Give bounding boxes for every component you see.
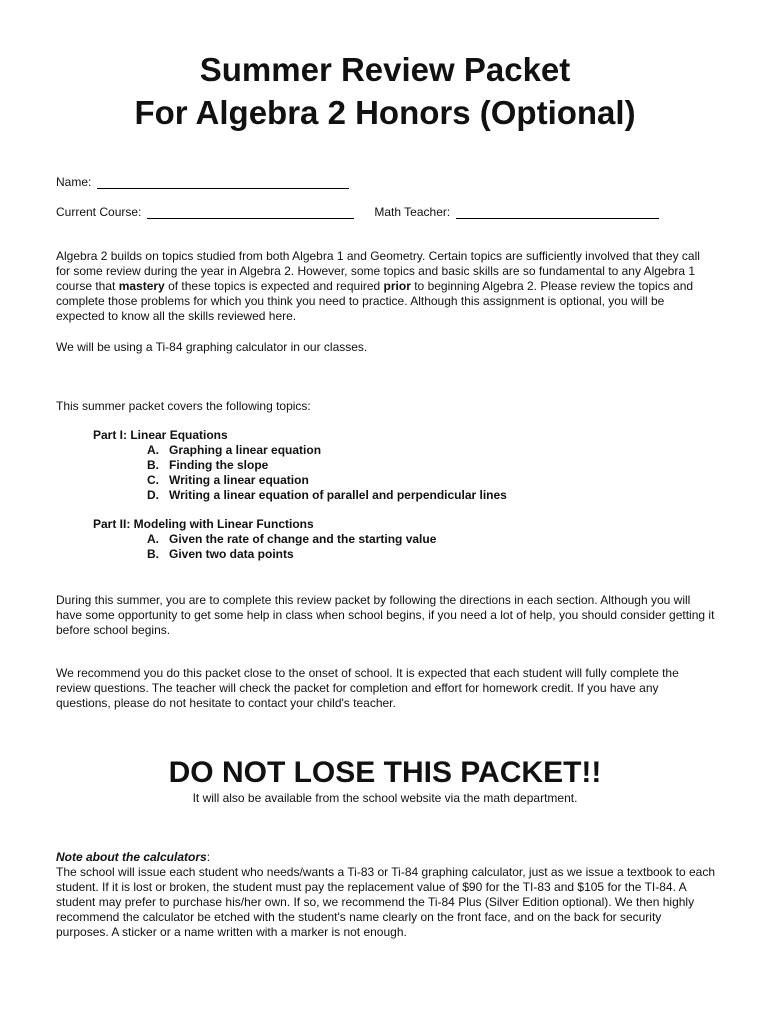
- part1-item: [93, 443, 507, 458]
- intro-text-a: Algebra 2 builds on topics studied from both Algebra 1 and Geometry. Certain topics are sufficiently involved that they call for some review during the year in Algebra 2. However, some topics and basic skills are so fundamental to any Algebra 1 course that: [56, 249, 700, 293]
- part1-item: [93, 488, 507, 503]
- course-field[interactable]: [147, 205, 354, 219]
- summer-paragraph: During this summer, you are to complete this review packet by following the directions in each section. Although you will have some opportunity to get some help in class when school begins, if you need a lot of help, you should consider getting it before school begins.: [56, 593, 715, 637]
- calculator-note-heading: Note about the calculators: [56, 850, 207, 864]
- intro-paragraph: [56, 249, 716, 324]
- page-title: [0, 48, 770, 134]
- title-line-2: For Algebra 2 Honors (Optional): [134, 94, 636, 131]
- item-text: Writing a linear equation: [169, 473, 309, 487]
- name-field-row: [56, 175, 349, 189]
- course-label: Current Course:: [56, 205, 142, 219]
- part1-block: [93, 428, 507, 503]
- course-teacher-row: [56, 205, 659, 219]
- part1-item: [93, 458, 507, 473]
- intro-text-b: of these topics is expected and required: [164, 279, 384, 293]
- topics-intro: This summer packet covers the following topics:: [56, 399, 311, 413]
- warning-subtext: It will also be available from the school website via the math department.: [192, 791, 578, 805]
- calculator-paragraph: We will be using a Ti-84 graphing calculator in our classes.: [56, 340, 368, 354]
- recommend-paragraph: We recommend you do this packet close to the onset of school. It is expected that each student will fully complete the review questions. The teacher will check the packet for completion and effort for homework credit. If you have any questions, please do not hesitate to contact your child's teacher.: [56, 666, 679, 710]
- title-line-1: Summer Review Packet: [199, 51, 571, 88]
- part2-heading: Part II: Modeling with Linear Functions: [93, 517, 314, 531]
- teacher-field[interactable]: [456, 205, 659, 219]
- calculator-note: [56, 850, 716, 940]
- item-letter: B.: [147, 547, 159, 561]
- calculator-note-body: The school will issue each student who needs/wants a Ti-83 or Ti-84 graphing calculator, just as we issue a textbook to each student. If it is lost or broken, the student must pay the replacement value of $90 for the TI-83 and $105 for the TI-84. A student may prefer to purchase his/her own. If so, we recommend the Ti-84 Plus (Silver Edition optional). We then highly recommend the calculator be etched with the student's name clearly on the front face, and on the back for security purposes. A sticker or a name written with a marker is not enough.: [56, 865, 716, 939]
- item-text: Given two data points: [169, 547, 294, 561]
- part2-item: [93, 532, 436, 547]
- part2-item: [93, 547, 436, 562]
- item-text: Writing a linear equation of parallel and perpendicular lines: [169, 488, 507, 502]
- calculator-note-colon: :: [206, 850, 211, 864]
- teacher-label: Math Teacher:: [374, 205, 451, 219]
- part1-item: [93, 473, 507, 488]
- item-text: Graphing a linear equation: [169, 443, 322, 457]
- name-field[interactable]: [97, 175, 349, 189]
- item-letter: A.: [147, 532, 159, 546]
- item-letter: B.: [147, 458, 159, 472]
- item-letter: A.: [147, 443, 159, 457]
- warning-heading: DO NOT LOSE THIS PACKET!!: [168, 756, 602, 789]
- item-text: Finding the slope: [169, 458, 269, 472]
- intro-bold-mastery: mastery: [118, 279, 165, 293]
- item-letter: D.: [147, 488, 159, 502]
- item-text: Given the rate of change and the starting value: [169, 532, 437, 546]
- part2-block: [93, 517, 436, 562]
- name-label: Name:: [56, 175, 92, 189]
- intro-bold-prior: prior: [383, 279, 411, 293]
- part1-heading: Part I: Linear Equations: [93, 428, 228, 442]
- item-letter: C.: [147, 473, 159, 487]
- intro-text-c: to beginning Algebra 2. Please review the topics and complete those problems for which you think you need to practice. Although this assignment is optional, you will be expected to know all the skills reviewed here.: [56, 279, 694, 323]
